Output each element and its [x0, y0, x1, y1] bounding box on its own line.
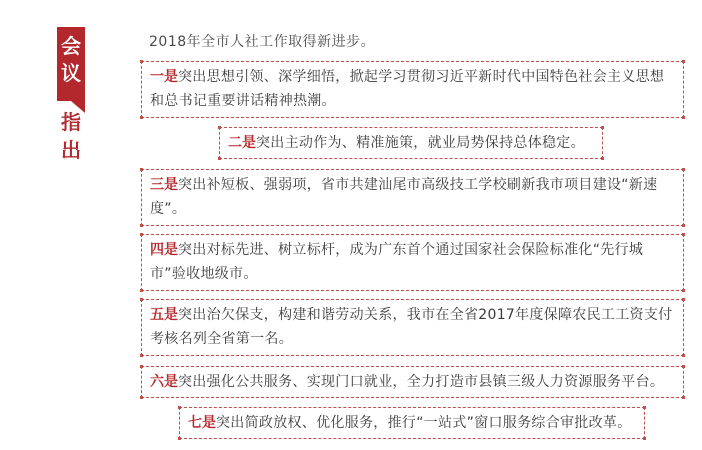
- item-lead: 三是: [150, 177, 178, 193]
- item-lead: 二是: [228, 135, 256, 151]
- section-tag-char-1: 会: [61, 34, 81, 58]
- item-text: 突出简政放权、优化服务，推行“一站式”窗口服务综合审批改革。: [216, 415, 632, 431]
- section-subtitle: [57, 108, 85, 164]
- item-text: 突出强化公共服务、实现门口就业，全力打造市县镇三级人力资源服务平台。: [178, 374, 665, 390]
- section-tag-text: [57, 33, 85, 87]
- item-box-2: [219, 127, 603, 159]
- item-text: 突出补短板、强弱项，省市共建汕尾市高级技工学校刷新我市项目建设“新速度”。: [150, 177, 658, 217]
- item-box-1: [141, 61, 684, 118]
- item-lead: 六是: [150, 374, 178, 390]
- intro-text: 2018年全市人社工作取得新进步。: [149, 34, 376, 50]
- item-lead: 五是: [150, 307, 178, 323]
- item-box-4: [141, 234, 684, 291]
- section-tag-char-2: 议: [61, 61, 81, 85]
- item-lead: 四是: [150, 242, 178, 258]
- section-subtitle-char-2: 出: [61, 138, 81, 162]
- item-box-5: [141, 299, 684, 356]
- item-text: 突出主动作为、精准施策，就业局势保持总体稳定。: [256, 135, 585, 151]
- item-text: 突出思想引领、深学细悟，掀起学习贯彻习近平新时代中国特色社会主义思想和总书记重要讲话精神热潮。: [150, 69, 665, 109]
- section-subtitle-char-1: 指: [61, 110, 81, 134]
- item-lead: 一是: [150, 69, 178, 85]
- item-box-7: [179, 407, 645, 439]
- item-lead: 七是: [188, 415, 216, 431]
- section-tag: [57, 27, 85, 101]
- item-box-3: [141, 169, 684, 226]
- item-box-6: [141, 366, 684, 398]
- item-text: 突出对标先进、树立标杆，成为广东首个通过国家社会保险标准化“先行城市”验收地级市。: [150, 242, 644, 282]
- item-text: 突出治欠保支，构建和谐劳动关系，我市在全省2017年度保障农民工工资支付考核名列全省第一名。: [150, 307, 673, 347]
